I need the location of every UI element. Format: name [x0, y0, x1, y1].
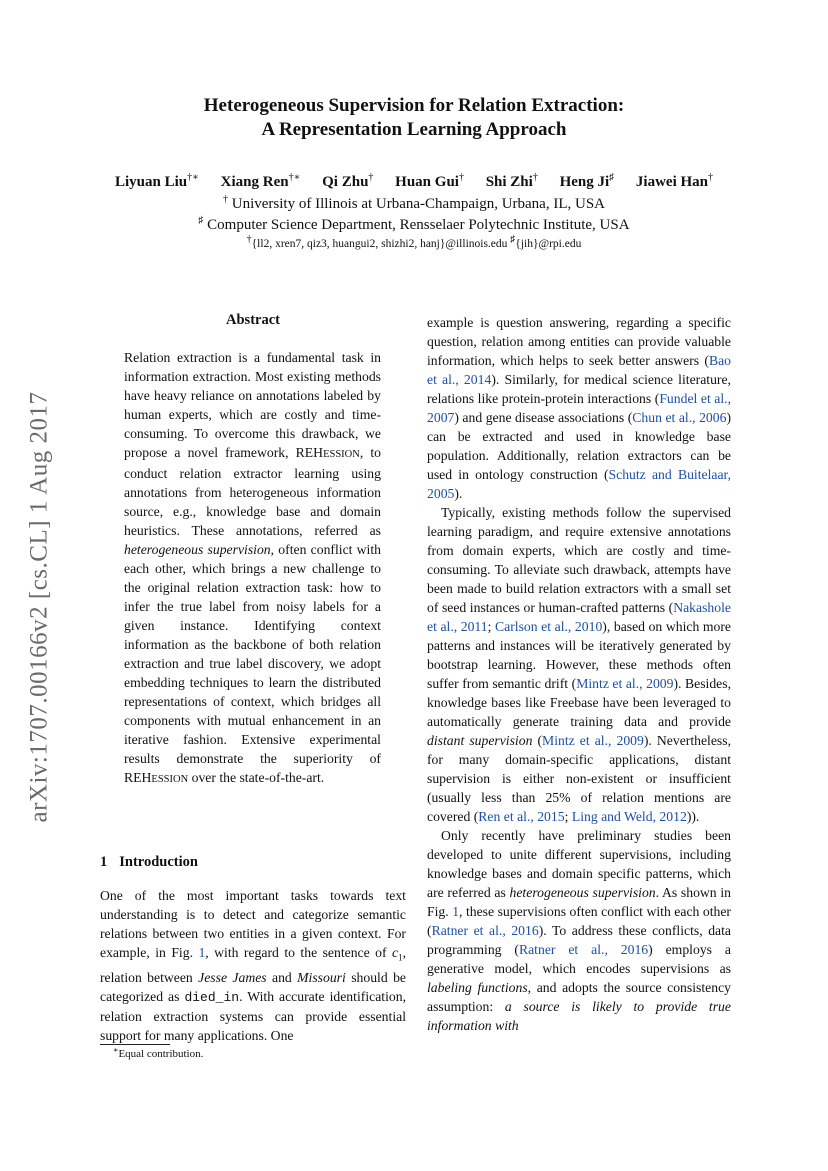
author: Liyuan Liu†∗ — [114, 172, 199, 190]
citation-link[interactable]: Mintz et al., 2009 — [542, 733, 644, 748]
citation-link[interactable]: Fundel et al., 2007 — [427, 391, 732, 425]
author: Shi Zhi† — [485, 172, 538, 190]
affiliation-uiuc: † University of Illinois at Urbana-Champaign, Urbana, IL, USA — [223, 194, 605, 212]
author: Heng Ji♯ — [559, 172, 615, 190]
author: Jiawei Han† — [635, 172, 714, 190]
author-emails: †{ll2, xren7, qiz3, huangui2, shizhi2, hanj}@illinois.edu ♯{jih}@rpi.edu — [246, 234, 582, 250]
author-mark: † — [458, 172, 464, 183]
author: Qi Zhu† — [322, 172, 374, 190]
section-heading-introduction: 1 Introduction — [100, 854, 198, 870]
author-mark: ♯ — [609, 172, 615, 183]
author-mark: † — [532, 172, 538, 183]
author-mark: † — [708, 172, 714, 183]
right-column-body — [427, 313, 731, 1035]
author-mark: †∗ — [288, 172, 301, 183]
citation-link[interactable]: Ren et al., 2015 — [478, 809, 565, 824]
citation-link[interactable]: Nakashole et al., 2011 — [427, 600, 731, 634]
paragraph: Typically, existing methods follow the supervised learning paradigm, and require extensive annotations from domain experts, which are costly and time-consuming. To alleviate such drawback, attempts have been made to build relation extractors with a small set of seed instances or human-crafted patterns (Nakashole et al., 2011; Carlson et al., 2010), based on which more patterns and instances will be iteratively generated by bootstrap learning. However, these methods often suffer from semantic drift (Mintz et al., 2009). Besides, knowledge bases like Freebase have been leveraged to automatically generate training data and provide distant supervision (Mintz et al., 2009). Nevertheless, for many domain-specific applications, distant supervision is either non-existent or insufficient (usually less than 25% of relation mentions are covered (Ren et al., 2015; Ling and Weld, 2012)). — [427, 505, 732, 824]
author-mark: † — [368, 172, 374, 183]
citation-link[interactable]: Ratner et al., 2016 — [431, 923, 539, 938]
introduction-body: One of the most important tasks towards text understanding is to detect and categorize semantic relations between two entities in a given context. For example, in Fig. 1, with regard to the sentence of $c_1$, relation between Jesse James and Missouri should be categorized as died_in. With accurate identification, relation extraction systems can provide essential support for many applications. One — [100, 888, 406, 1043]
title-line-2: A Representation Learning Approach — [261, 119, 567, 140]
paragraph: Only recently have preliminary studies been developed to unite different supervisions, including knowledge bases and domain specific patterns, which are referred as heterogeneous supervision. As shown in Fig. 1, these supervisions often conflict with each other (Ratner et al., 2016). To address these conflicts, data programming (Ratner et al., 2016) employs a generative model, which encodes supervisions as labeling functions, and adopts the source consistency assumption: a source is likely to provide true information with — [427, 828, 731, 1033]
paper-title — [0, 94, 828, 142]
arxiv-id-text: arXiv:1707.00166v2 [cs.CL] 1 Aug 2017 — [25, 391, 52, 823]
abstract-body: Relation extraction is a fundamental task in information extraction. Most existing methods have heavy reliance on annotations labeled by human experts, which are costly and time-consuming. To overcome this drawback, we propose a novel framework, REHESSION, to conduct relation extractor learning using annotations from heterogeneous information source, e.g., knowledge base and domain heuristics. These annotations, referred as heterogeneous supervision, often conflict with each other, which brings a new challenge to the original relation extraction task: how to infer the true label from noisy labels for a given instance. Identifying context information as the backbone of both relation extraction and true label discovery, we adopt embedding techniques to learn the distributed representations of context, which bridges all components with mutual enhancement in an iterative fashion. Extensive experimental results demonstrate the superiority of REHESSION over the state-of-the-art. — [124, 350, 382, 785]
affiliation-rpi: ♯ Computer Science Department, Rensselaer Polytechnic Institute, USA — [198, 215, 630, 233]
author-mark: †∗ — [187, 172, 199, 183]
author-list — [0, 172, 828, 192]
footnote: ∗Equal contribution. — [113, 1045, 204, 1060]
paragraph: example is question answering, regarding a specific question, relation among entities can provide valuable information, which helps to seek better answers (Bao et al., 2014). Similarly, for medical science literature, relations like protein-protein interactions (Fundel et al., 2007) and gene disease associations (Chun et al., 2006) can be extracted and used in knowledge base population. Additionally, relation extractors can be used in ontology construction (Schutz and Buitelaar, 2005). — [427, 315, 732, 501]
arxiv-identifier — [19, 368, 59, 846]
author: Xiang Ren†∗ — [220, 172, 301, 190]
citation-link[interactable]: Bao et al., 2014 — [427, 353, 731, 387]
citation-link[interactable]: Mintz et al., 2009 — [576, 676, 674, 691]
author: Huan Gui† — [395, 172, 464, 190]
citation-link[interactable]: Ling and Weld, 2012 — [571, 809, 687, 824]
relation-label: died_in — [184, 989, 240, 1005]
citation-link[interactable]: Ratner et al., 2016 — [518, 942, 649, 957]
citation-link[interactable]: Schutz and Buitelaar, 2005 — [427, 467, 731, 501]
figure-link[interactable]: 1 — [198, 945, 206, 960]
citation-link[interactable]: Carlson et al., 2010 — [495, 619, 603, 634]
abstract-heading: Abstract — [226, 312, 280, 328]
citation-link[interactable]: Chun et al., 2006 — [632, 410, 727, 425]
title-line-1: Heterogeneous Supervision for Relation Extraction: — [203, 95, 625, 116]
footnote-divider — [100, 1044, 170, 1045]
figure-link[interactable]: 1 — [452, 904, 460, 919]
